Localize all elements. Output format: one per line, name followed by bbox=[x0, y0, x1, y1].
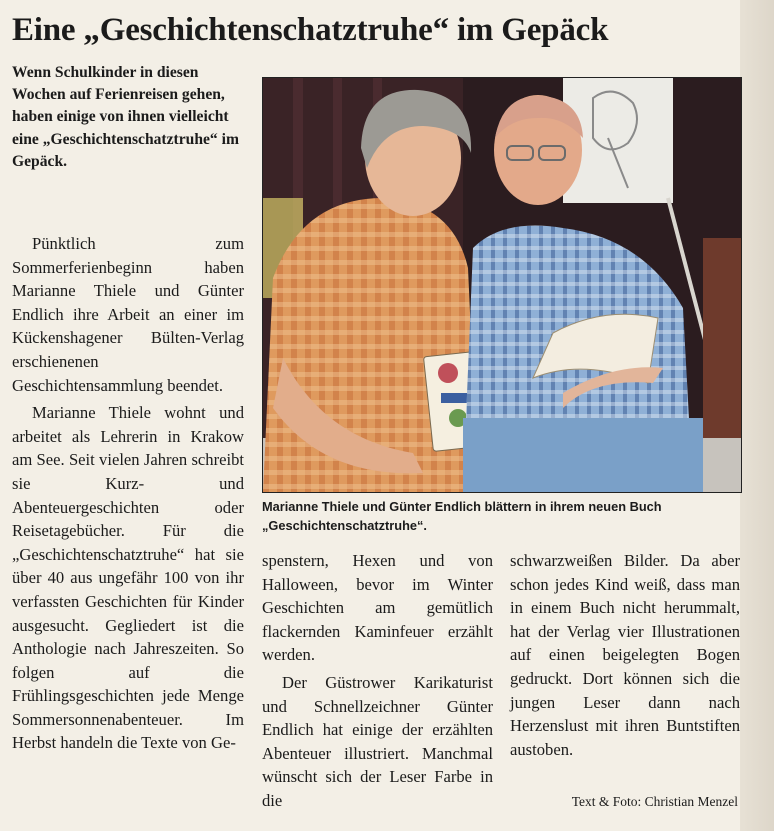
adjacent-page-edge bbox=[740, 0, 774, 831]
article-column-3 bbox=[510, 549, 740, 761]
article-column-2 bbox=[262, 549, 493, 813]
paragraph: Marianne Thiele wohnt und arbeitet als Lehrerin in Krakow am See. Seit vielen Jahren schreibt sie Kurz- und Abenteuergeschichten oder Reisetagebücher. Für die „Geschichtenschatztruhe“ hat sie über 40 aus ungefähr 100 von ihr verfassten Geschichten für Kinder ausgesucht. Gegliedert ist die Anthologie nach Jahreszeiten. So folgen auf die Frühlingsgeschichten jede Menge Sommersonnenabenteuer. Im Herbst handeln die Texte von Ge- bbox=[12, 403, 244, 753]
paragraph: schwarzweißen Bilder. Da aber schon jedes Kind weiß, dass man in einem Buch nicht herummalt, hat der Verlag vier Illustrationen auf einen beigelegten Bogen gedruckt. Dort können sich die jungen Leser dann nach Herzenslust mit ihren Buntstiften austoben. bbox=[510, 551, 740, 759]
article-column-1 bbox=[12, 232, 244, 755]
photo-caption: Marianne Thiele und Günter Endlich blättern in ihrem neuen Buch „Geschichtenschatztruhe“. bbox=[262, 499, 662, 533]
photo-credit: Text & Foto: Christian Menzel bbox=[571, 794, 738, 809]
headline: Eine „Geschichtenschatztruhe“ im Gepäck bbox=[12, 12, 609, 48]
paragraph: spenstern, Hexen und von Halloween, bevor im Winter Geschichten am gemütlich flackernden Kaminfeuer erzählt werden. bbox=[262, 551, 493, 665]
paragraph: Pünktlich zum Sommerferienbeginn haben Marianne Thiele und Günter Endlich ihre Arbeit an einer im Kückenshagener Bülten-Verlag erschienenen Geschichtensammlung beendet. bbox=[12, 234, 244, 395]
paragraph: Der Güstrower Karikaturist und Schnellzeichner Günter Endlich hat einige der erzählten Abenteuer illustriert. Manchmal wünscht sich der Leser Farbe in die bbox=[262, 672, 493, 810]
photo-illustration bbox=[263, 78, 741, 492]
lead-paragraph: Wenn Schulkinder in diesen Wochen auf Ferienreisen gehen, haben einige von ihnen vielleicht eine „Geschichtenschatztruhe“ im Gepäck. bbox=[12, 64, 239, 170]
article-photo bbox=[262, 77, 742, 493]
